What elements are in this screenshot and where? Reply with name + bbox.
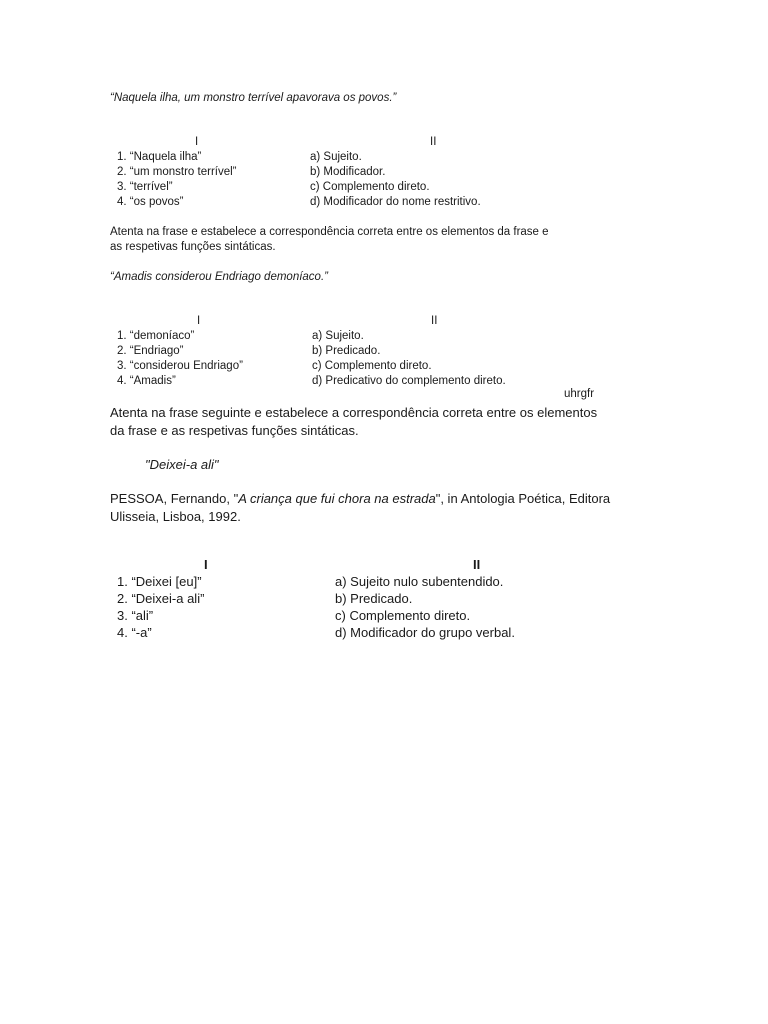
match-item-right: d) Modificador do nome restritivo. [310, 196, 481, 208]
match-item-left: 2. “um monstro terrível” [117, 166, 237, 178]
instruction-line: as respetivas funções sintáticas. [110, 241, 276, 253]
match-item-right: b) Predicado. [312, 345, 381, 357]
match-item-left: 3. “considerou Endriago” [117, 360, 243, 372]
match-item-right: a) Sujeito. [310, 151, 362, 163]
column-header-ii: II [430, 136, 437, 148]
match-item-left: 4. “-a” [117, 625, 152, 640]
match-item-left: 2. “Endriago” [117, 345, 184, 357]
match-item-left: 1. “Naquela ilha” [117, 151, 202, 163]
match-item-right: a) Sujeito nulo subentendido. [335, 574, 504, 589]
match-item-right: c) Complemento direto. [312, 360, 432, 372]
column-header-ii: II [473, 557, 481, 572]
match-item-left: 1. “demoníaco” [117, 330, 195, 342]
citation-title: A criança que fui chora na estrada [238, 491, 436, 506]
column-header-i: I [197, 315, 201, 327]
example-sentence-2: “Amadis considerou Endriago demoníaco.” [110, 271, 328, 283]
match-item-right: b) Predicado. [335, 591, 413, 606]
match-item-right: b) Modificador. [310, 166, 386, 178]
match-item-right: a) Sujeito. [312, 330, 364, 342]
match-item-right: d) Modificador do grupo verbal. [335, 625, 515, 640]
match-item-left: 4. “os povos” [117, 196, 184, 208]
instruction-line: Atenta na frase e estabelece a correspondência correta entre os elementos da frase e [110, 226, 549, 238]
column-header-i: I [195, 136, 199, 148]
stray-text: uhrgfr [564, 388, 595, 400]
example-sentence-1: “Naquela ilha, um monstro terrível apavorava os povos.” [110, 92, 397, 104]
instruction-line: Atenta na frase seguinte e estabelece a correspondência correta entre os elementos [110, 405, 598, 420]
match-item-left: 2. “Deixei-a ali” [117, 591, 205, 606]
match-item-left: 3. “ali” [117, 608, 154, 623]
match-item-left: 3. “terrível” [117, 181, 173, 193]
citation-line-1 [110, 490, 610, 508]
quote: "Deixei-a ali" [145, 457, 219, 472]
column-header-i: I [204, 557, 208, 572]
match-item-right: c) Complemento direto. [310, 181, 430, 193]
column-header-ii: II [431, 315, 438, 327]
citation-suffix: ", in Antologia Poética, Editora [435, 491, 611, 506]
citation-line-2: Ulisseia, Lisboa, 1992. [110, 509, 241, 524]
match-item-left: 4. “Amadis” [117, 375, 176, 387]
instruction-line: da frase e as respetivas funções sintáticas. [110, 423, 359, 438]
match-item-right: c) Complemento direto. [335, 608, 471, 623]
match-item-right: d) Predicativo do complemento direto. [312, 375, 506, 387]
citation-prefix: PESSOA, Fernando, " [110, 491, 239, 506]
match-item-left: 1. “Deixei [eu]” [117, 574, 202, 589]
